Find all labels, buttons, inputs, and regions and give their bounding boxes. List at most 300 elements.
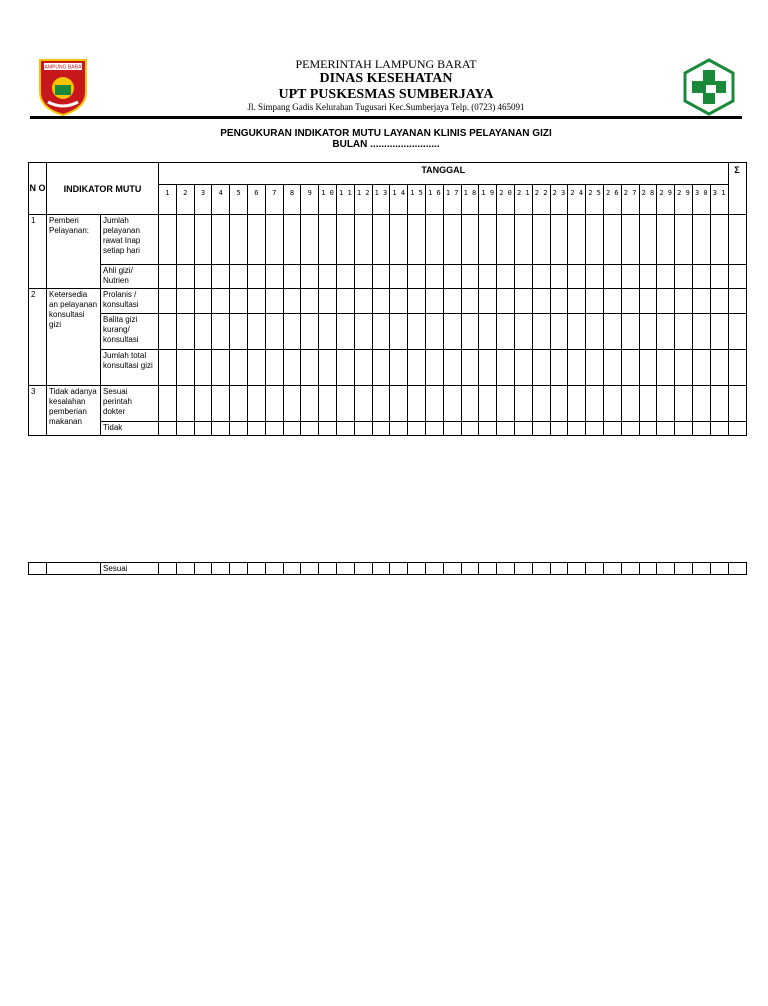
day-cell[interactable] — [532, 422, 550, 436]
day-cell[interactable] — [265, 265, 283, 289]
day-cell[interactable] — [603, 350, 621, 386]
day-cell[interactable] — [568, 314, 586, 350]
day-cell[interactable] — [568, 563, 586, 575]
day-header: 2 — [176, 185, 194, 215]
day-header: 2 8 — [639, 185, 657, 215]
day-cell[interactable] — [497, 422, 515, 436]
day-cell[interactable] — [514, 350, 532, 386]
day-cell[interactable] — [497, 265, 515, 289]
sum-cell[interactable] — [728, 215, 746, 265]
day-cell[interactable] — [247, 563, 265, 575]
day-cell[interactable] — [425, 215, 443, 265]
day-cell[interactable] — [159, 563, 177, 575]
day-cell[interactable] — [657, 289, 675, 314]
day-cell[interactable] — [692, 289, 710, 314]
day-cell[interactable] — [657, 386, 675, 422]
day-cell[interactable] — [532, 563, 550, 575]
day-cell[interactable] — [603, 215, 621, 265]
day-cell[interactable] — [532, 314, 550, 350]
day-cell[interactable] — [319, 289, 337, 314]
day-cell[interactable] — [550, 289, 568, 314]
day-cell[interactable] — [390, 422, 408, 436]
day-cell[interactable] — [194, 314, 212, 350]
day-header: 2 6 — [603, 185, 621, 215]
day-cell[interactable] — [194, 386, 212, 422]
day-cell[interactable] — [425, 289, 443, 314]
day-cell[interactable] — [621, 386, 639, 422]
day-cell[interactable] — [354, 265, 372, 289]
day-cell[interactable] — [568, 386, 586, 422]
day-cell[interactable] — [159, 350, 177, 386]
day-cell[interactable] — [692, 563, 710, 575]
day-cell[interactable] — [621, 265, 639, 289]
day-cell[interactable] — [230, 289, 248, 314]
day-cell[interactable] — [283, 215, 301, 265]
day-cell[interactable] — [265, 422, 283, 436]
day-cell[interactable] — [621, 314, 639, 350]
table-row — [29, 314, 747, 350]
day-cell[interactable] — [568, 265, 586, 289]
sub-indicator: Sesuai perintah dokter — [101, 386, 159, 422]
sub-indicator: Prolanis / konsultasi — [101, 289, 159, 314]
day-cell[interactable] — [265, 386, 283, 422]
day-cell[interactable] — [336, 386, 354, 422]
day-cell[interactable] — [675, 422, 693, 436]
day-cell[interactable] — [390, 289, 408, 314]
day-header: 2 2 — [532, 185, 550, 215]
day-cell[interactable] — [550, 265, 568, 289]
blank-cell — [29, 563, 47, 575]
indicator-name: Ketersedia an pelayanan konsultasi gizi — [47, 289, 101, 386]
day-cell[interactable] — [443, 265, 461, 289]
day-cell[interactable] — [443, 386, 461, 422]
day-cell[interactable] — [425, 563, 443, 575]
day-cell[interactable] — [639, 422, 657, 436]
day-cell[interactable] — [479, 386, 497, 422]
day-cell[interactable] — [479, 563, 497, 575]
day-cell[interactable] — [336, 215, 354, 265]
day-cell[interactable] — [550, 386, 568, 422]
day-cell[interactable] — [532, 215, 550, 265]
day-cell[interactable] — [265, 215, 283, 265]
day-cell[interactable] — [283, 422, 301, 436]
day-cell[interactable] — [408, 265, 426, 289]
day-cell[interactable] — [514, 215, 532, 265]
day-cell[interactable] — [159, 215, 177, 265]
day-cell[interactable] — [675, 386, 693, 422]
day-cell[interactable] — [425, 350, 443, 386]
day-cell[interactable] — [675, 350, 693, 386]
day-cell[interactable] — [586, 265, 604, 289]
col-no-header — [29, 163, 47, 215]
col-tanggal-label: TANGGAL — [421, 165, 466, 175]
day-cell[interactable] — [461, 289, 479, 314]
day-cell[interactable] — [692, 350, 710, 386]
day-header: 7 — [265, 185, 283, 215]
day-cell[interactable] — [408, 350, 426, 386]
day-cell[interactable] — [212, 563, 230, 575]
sum-cell[interactable] — [728, 289, 746, 314]
day-cell[interactable] — [301, 265, 319, 289]
day-cell[interactable] — [159, 289, 177, 314]
day-cell[interactable] — [710, 563, 728, 575]
day-cell[interactable] — [532, 289, 550, 314]
day-cell[interactable] — [176, 314, 194, 350]
day-cell[interactable] — [408, 314, 426, 350]
sub-indicator: Jumlah pelayanan rawat Inap setiap hari — [101, 215, 159, 265]
day-cell[interactable] — [336, 350, 354, 386]
day-cell[interactable] — [230, 215, 248, 265]
day-cell[interactable] — [212, 422, 230, 436]
day-cell[interactable] — [354, 314, 372, 350]
day-cell[interactable] — [390, 563, 408, 575]
day-cell[interactable] — [728, 563, 746, 575]
day-cell[interactable] — [372, 215, 390, 265]
day-cell[interactable] — [408, 563, 426, 575]
day-cell[interactable] — [603, 265, 621, 289]
day-cell[interactable] — [479, 289, 497, 314]
day-cell[interactable] — [586, 422, 604, 436]
day-header: 1 0 — [319, 185, 337, 215]
day-cell[interactable] — [675, 265, 693, 289]
day-cell[interactable] — [692, 422, 710, 436]
day-cell[interactable] — [586, 215, 604, 265]
day-cell[interactable] — [194, 289, 212, 314]
day-cell[interactable] — [319, 350, 337, 386]
day-cell[interactable] — [603, 422, 621, 436]
day-cell[interactable] — [247, 422, 265, 436]
sum-cell[interactable] — [728, 350, 746, 386]
day-cell[interactable] — [586, 289, 604, 314]
day-cell[interactable] — [372, 422, 390, 436]
day-cell[interactable] — [319, 422, 337, 436]
day-cell[interactable] — [550, 563, 568, 575]
day-cell[interactable] — [283, 314, 301, 350]
day-cell[interactable] — [461, 314, 479, 350]
day-cell[interactable] — [319, 563, 337, 575]
day-cell[interactable] — [336, 289, 354, 314]
day-cell[interactable] — [425, 265, 443, 289]
day-cell[interactable] — [657, 350, 675, 386]
day-header: 1 1 — [336, 185, 354, 215]
day-cell[interactable] — [586, 350, 604, 386]
day-cell[interactable] — [532, 386, 550, 422]
day-cell[interactable] — [212, 350, 230, 386]
day-cell[interactable] — [159, 422, 177, 436]
day-cell[interactable] — [550, 314, 568, 350]
day-cell[interactable] — [532, 350, 550, 386]
day-cell[interactable] — [176, 563, 194, 575]
day-cell[interactable] — [194, 215, 212, 265]
day-cell[interactable] — [639, 265, 657, 289]
day-cell[interactable] — [550, 215, 568, 265]
day-cell[interactable] — [390, 265, 408, 289]
day-cell[interactable] — [621, 289, 639, 314]
day-cell[interactable] — [408, 386, 426, 422]
day-cell[interactable] — [639, 563, 657, 575]
day-cell[interactable] — [621, 350, 639, 386]
day-cell[interactable] — [603, 289, 621, 314]
day-cell[interactable] — [675, 289, 693, 314]
day-cell[interactable] — [265, 314, 283, 350]
table-row — [29, 265, 747, 289]
sum-cell[interactable] — [728, 422, 746, 436]
day-cell[interactable] — [159, 265, 177, 289]
day-cell[interactable] — [301, 350, 319, 386]
day-cell[interactable] — [710, 265, 728, 289]
day-cell[interactable] — [372, 289, 390, 314]
col-sum-header — [728, 163, 746, 215]
day-cell[interactable] — [443, 563, 461, 575]
day-cell[interactable] — [425, 386, 443, 422]
day-header: 2 0 — [497, 185, 515, 215]
day-cell[interactable] — [479, 422, 497, 436]
day-cell[interactable] — [710, 422, 728, 436]
day-header: 2 9 — [657, 185, 675, 215]
day-cell[interactable] — [425, 314, 443, 350]
day-cell[interactable] — [497, 215, 515, 265]
col-indikator-header — [47, 163, 159, 215]
day-cell[interactable] — [247, 314, 265, 350]
day-cell[interactable] — [514, 386, 532, 422]
day-cell[interactable] — [461, 265, 479, 289]
day-cell[interactable] — [603, 386, 621, 422]
day-cell[interactable] — [247, 265, 265, 289]
day-cell[interactable] — [212, 265, 230, 289]
day-cell[interactable] — [283, 289, 301, 314]
sum-cell[interactable] — [728, 314, 746, 350]
day-cell[interactable] — [692, 265, 710, 289]
day-cell[interactable] — [425, 422, 443, 436]
day-cell[interactable] — [532, 265, 550, 289]
day-header: 1 3 — [372, 185, 390, 215]
day-cell[interactable] — [621, 215, 639, 265]
day-cell[interactable] — [568, 350, 586, 386]
day-cell[interactable] — [176, 386, 194, 422]
day-cell[interactable] — [657, 563, 675, 575]
day-cell[interactable] — [568, 289, 586, 314]
day-cell[interactable] — [319, 265, 337, 289]
day-cell[interactable] — [247, 386, 265, 422]
day-cell[interactable] — [336, 314, 354, 350]
day-cell[interactable] — [372, 314, 390, 350]
day-header: 1 4 — [390, 185, 408, 215]
day-cell[interactable] — [497, 563, 515, 575]
day-cell[interactable] — [603, 563, 621, 575]
day-cell[interactable] — [710, 350, 728, 386]
day-cell[interactable] — [479, 265, 497, 289]
day-cell[interactable] — [657, 215, 675, 265]
day-cell[interactable] — [230, 350, 248, 386]
sub-indicator: Sesuai — [101, 563, 159, 575]
day-cell[interactable] — [639, 215, 657, 265]
day-cell[interactable] — [159, 314, 177, 350]
day-cell[interactable] — [497, 386, 515, 422]
day-cell[interactable] — [408, 215, 426, 265]
day-cell[interactable] — [372, 350, 390, 386]
day-cell[interactable] — [603, 314, 621, 350]
day-cell[interactable] — [461, 422, 479, 436]
day-cell[interactable] — [461, 215, 479, 265]
day-cell[interactable] — [336, 563, 354, 575]
day-header: 1 — [159, 185, 177, 215]
day-cell[interactable] — [621, 563, 639, 575]
col-indikator-label: INDIKATOR MUTU — [63, 183, 142, 194]
day-cell[interactable] — [692, 314, 710, 350]
day-cell[interactable] — [247, 215, 265, 265]
day-cell[interactable] — [301, 386, 319, 422]
day-cell[interactable] — [710, 386, 728, 422]
day-cell[interactable] — [372, 563, 390, 575]
day-cell[interactable] — [230, 563, 248, 575]
day-cell[interactable] — [230, 386, 248, 422]
day-cell[interactable] — [354, 386, 372, 422]
day-cell[interactable] — [301, 422, 319, 436]
day-cell[interactable] — [657, 422, 675, 436]
day-cell[interactable] — [479, 314, 497, 350]
day-cell[interactable] — [390, 314, 408, 350]
day-cell[interactable] — [354, 289, 372, 314]
day-cell[interactable] — [283, 350, 301, 386]
day-cell[interactable] — [230, 422, 248, 436]
day-cell[interactable] — [514, 422, 532, 436]
day-cell[interactable] — [354, 350, 372, 386]
day-cell[interactable] — [675, 215, 693, 265]
day-cell[interactable] — [176, 289, 194, 314]
day-cell[interactable] — [443, 350, 461, 386]
day-cell[interactable] — [586, 314, 604, 350]
day-cell[interactable] — [336, 265, 354, 289]
day-cell[interactable] — [283, 265, 301, 289]
day-cell[interactable] — [194, 265, 212, 289]
indicator-name: Tidak adanya kesalahan pemberian makanan — [47, 386, 101, 436]
day-cell[interactable] — [301, 215, 319, 265]
day-header: 1 9 — [479, 185, 497, 215]
day-cell[interactable] — [568, 422, 586, 436]
day-header: 2 5 — [586, 185, 604, 215]
day-cell[interactable] — [710, 289, 728, 314]
day-cell[interactable] — [639, 386, 657, 422]
day-cell[interactable] — [354, 422, 372, 436]
day-cell[interactable] — [176, 215, 194, 265]
day-cell[interactable] — [657, 314, 675, 350]
day-cell[interactable] — [176, 422, 194, 436]
day-cell[interactable] — [390, 386, 408, 422]
day-cell[interactable] — [265, 563, 283, 575]
day-header: 4 — [212, 185, 230, 215]
day-cell[interactable] — [461, 386, 479, 422]
day-cell[interactable] — [247, 289, 265, 314]
document-subtitle: BULAN ......................... — [332, 139, 440, 150]
day-cell[interactable] — [514, 563, 532, 575]
day-cell[interactable] — [408, 289, 426, 314]
day-cell[interactable] — [443, 215, 461, 265]
day-cell[interactable] — [443, 289, 461, 314]
day-cell[interactable] — [675, 563, 693, 575]
day-cell[interactable] — [497, 350, 515, 386]
day-cell[interactable] — [372, 265, 390, 289]
day-cell[interactable] — [301, 563, 319, 575]
day-cell[interactable] — [212, 289, 230, 314]
day-header: 8 — [283, 185, 301, 215]
day-cell[interactable] — [479, 215, 497, 265]
day-cell[interactable] — [675, 314, 693, 350]
day-cell[interactable] — [212, 386, 230, 422]
day-cell[interactable] — [176, 265, 194, 289]
day-cell[interactable] — [692, 215, 710, 265]
day-cell[interactable] — [265, 350, 283, 386]
day-cell[interactable] — [230, 265, 248, 289]
day-cell[interactable] — [461, 563, 479, 575]
day-cell[interactable] — [390, 215, 408, 265]
day-cell[interactable] — [283, 386, 301, 422]
day-cell[interactable] — [497, 289, 515, 314]
day-cell[interactable] — [354, 215, 372, 265]
day-cell[interactable] — [710, 215, 728, 265]
day-cell[interactable] — [586, 563, 604, 575]
day-cell[interactable] — [194, 350, 212, 386]
day-cell[interactable] — [301, 314, 319, 350]
day-cell[interactable] — [301, 289, 319, 314]
day-cell[interactable] — [692, 386, 710, 422]
header-line3: UPT PUSKESMAS SUMBERJAYA — [278, 87, 494, 102]
day-cell[interactable] — [319, 215, 337, 265]
sum-cell[interactable] — [728, 265, 746, 289]
day-cell[interactable] — [194, 563, 212, 575]
day-cell[interactable] — [390, 350, 408, 386]
day-cell[interactable] — [514, 265, 532, 289]
day-cell[interactable] — [194, 422, 212, 436]
day-cell[interactable] — [159, 386, 177, 422]
day-cell[interactable] — [657, 265, 675, 289]
day-cell[interactable] — [621, 422, 639, 436]
day-cell[interactable] — [497, 314, 515, 350]
day-cell[interactable] — [319, 386, 337, 422]
day-cell[interactable] — [372, 386, 390, 422]
day-cell[interactable] — [639, 350, 657, 386]
day-cell[interactable] — [336, 422, 354, 436]
day-cell[interactable] — [514, 289, 532, 314]
sum-cell[interactable] — [728, 386, 746, 422]
day-cell[interactable] — [230, 314, 248, 350]
day-cell[interactable] — [479, 350, 497, 386]
day-cell[interactable] — [319, 314, 337, 350]
day-cell[interactable] — [550, 422, 568, 436]
day-cell[interactable] — [550, 350, 568, 386]
day-cell[interactable] — [354, 563, 372, 575]
day-cell[interactable] — [443, 314, 461, 350]
day-cell[interactable] — [443, 422, 461, 436]
day-cell[interactable] — [568, 215, 586, 265]
day-cell[interactable] — [212, 215, 230, 265]
indicator-name: Pemberi Pelayanan: — [47, 215, 101, 289]
day-cell[interactable] — [212, 314, 230, 350]
indicator-table — [28, 162, 747, 436]
row-number: 1 — [29, 215, 47, 289]
table-row — [29, 289, 747, 314]
day-cell[interactable] — [247, 350, 265, 386]
day-cell[interactable] — [639, 289, 657, 314]
day-cell[interactable] — [176, 350, 194, 386]
day-cell[interactable] — [461, 350, 479, 386]
day-cell[interactable] — [283, 563, 301, 575]
day-cell[interactable] — [586, 386, 604, 422]
day-cell[interactable] — [514, 314, 532, 350]
day-cell[interactable] — [265, 289, 283, 314]
day-cell[interactable] — [408, 422, 426, 436]
day-cell[interactable] — [639, 314, 657, 350]
day-cell[interactable] — [710, 314, 728, 350]
